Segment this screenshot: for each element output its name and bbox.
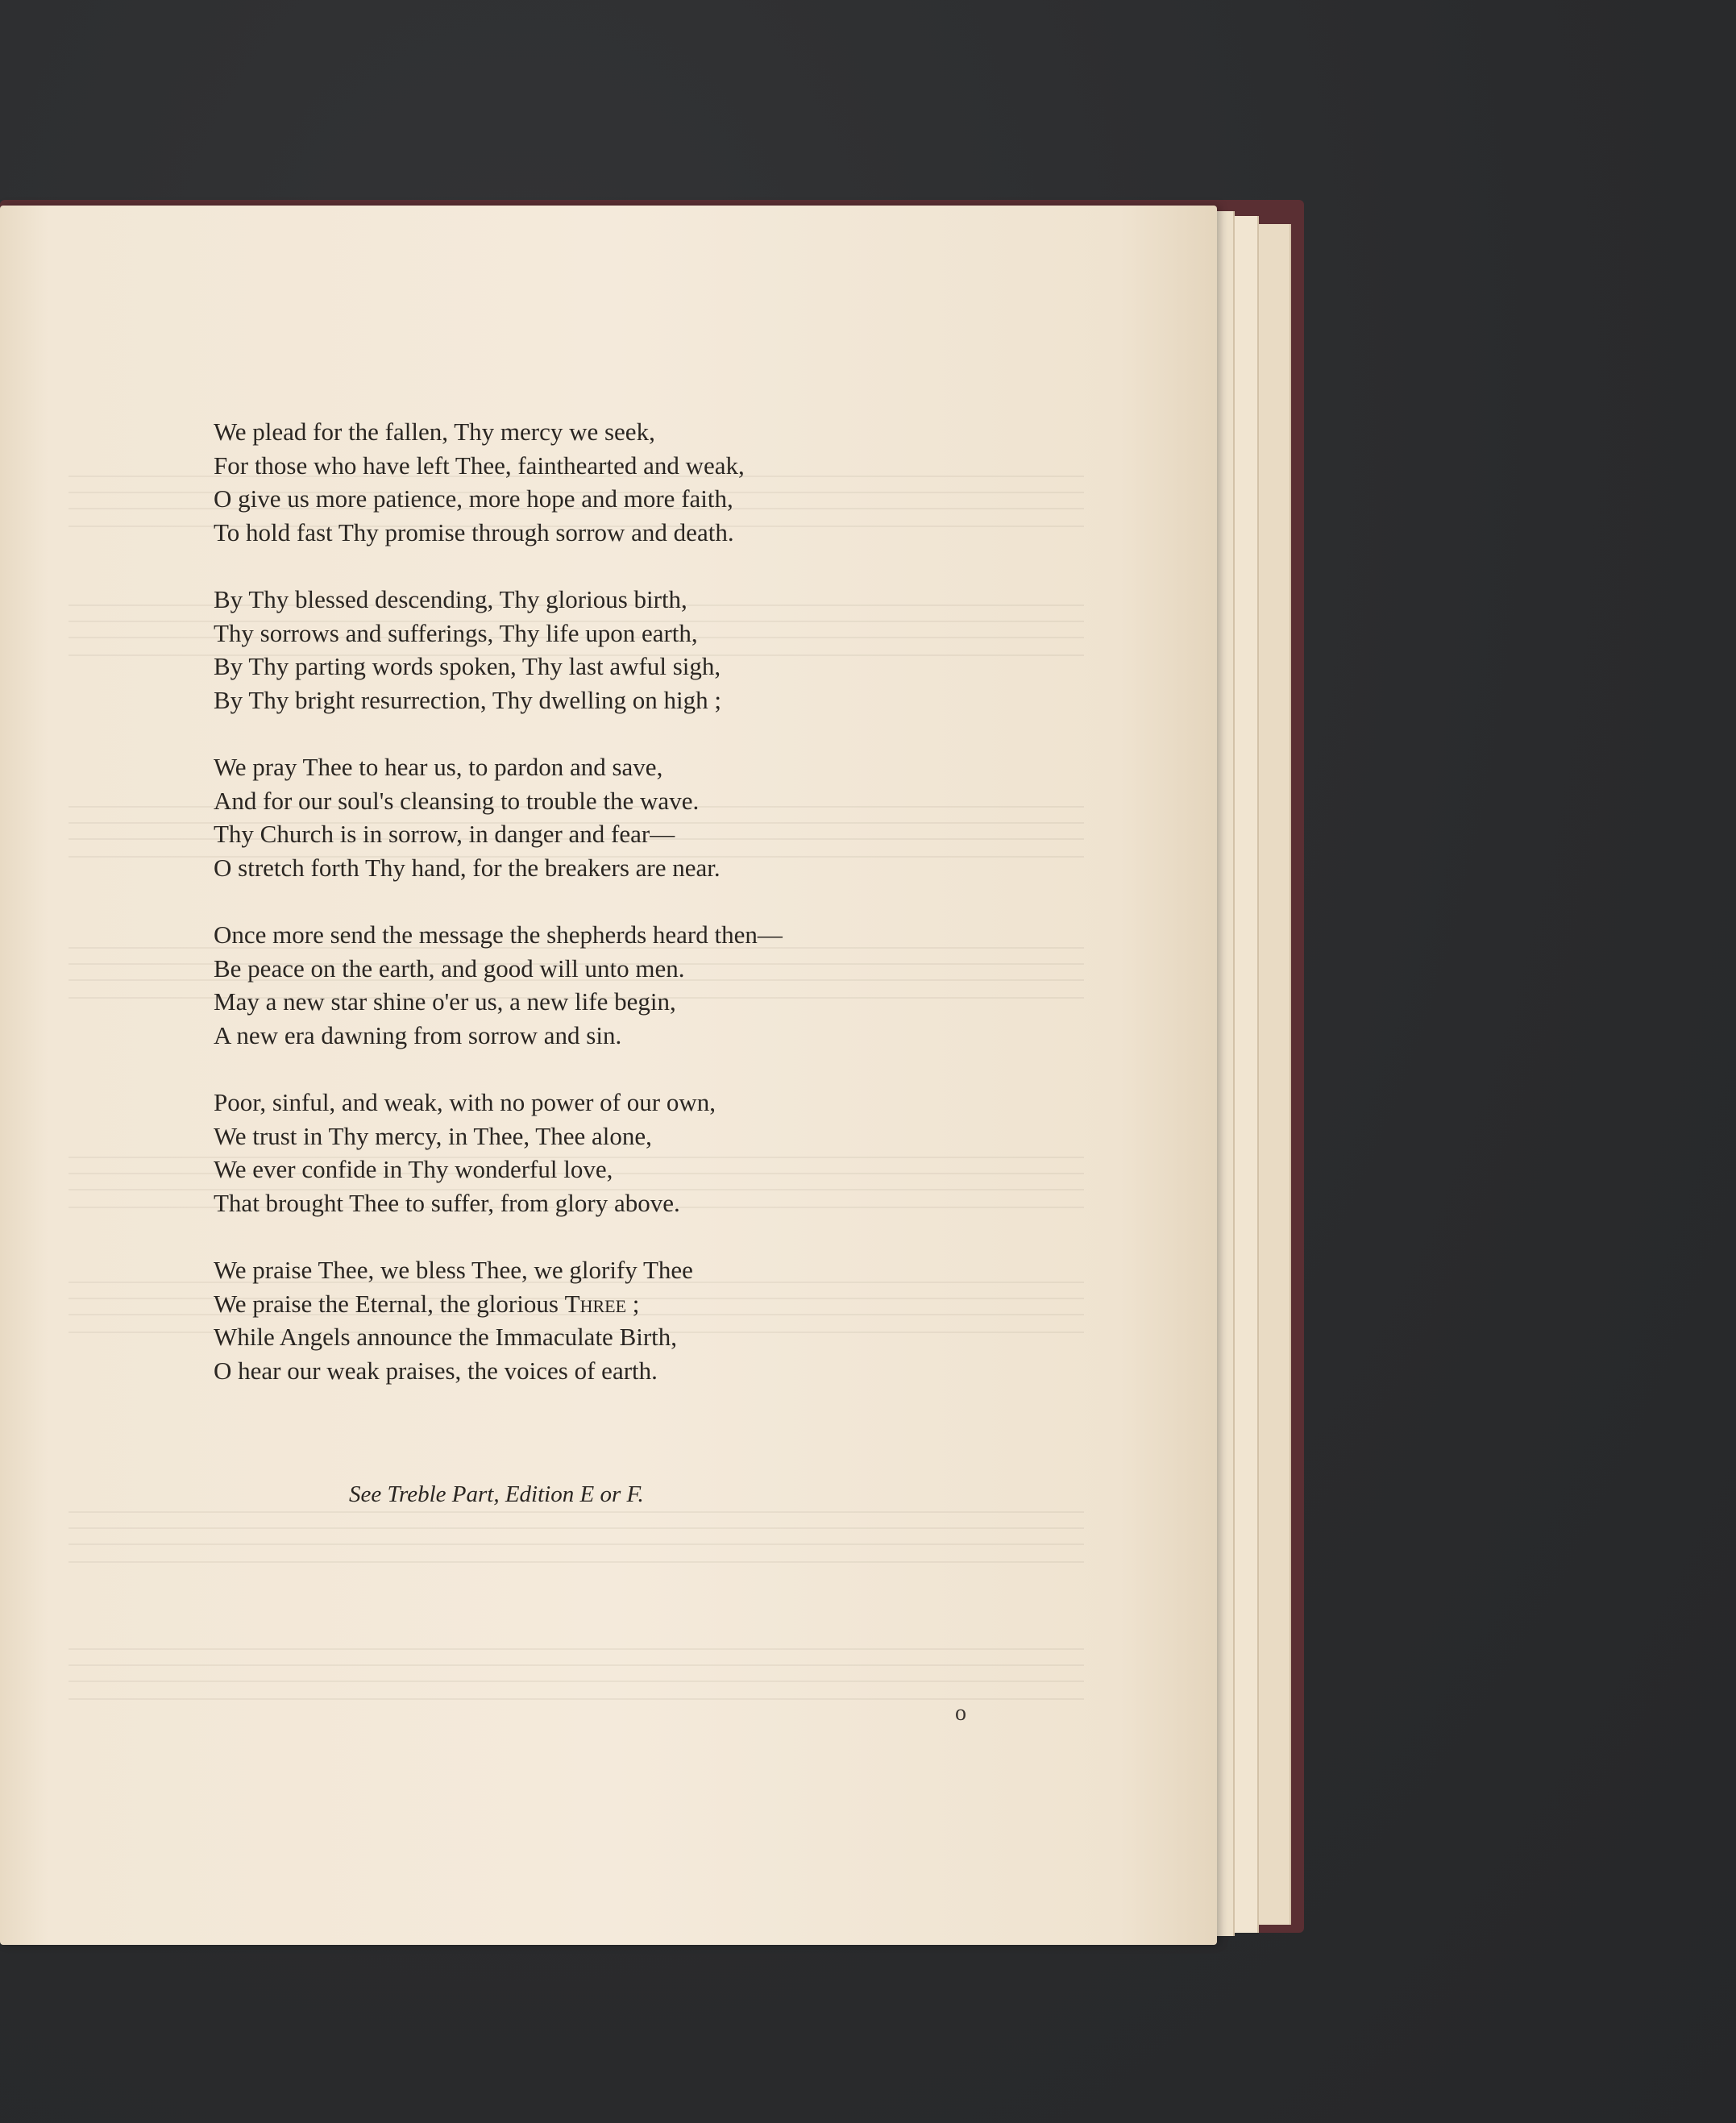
poem-line-special (214, 1287, 1100, 1321)
poem-line: O stretch forth Thy hand, for the breakers are near. (214, 853, 721, 882)
poem-line: Be peace on the earth, and good will unto men. (214, 953, 685, 983)
poem-line: Thy sorrows and sufferings, Thy life upon earth, (214, 618, 698, 647)
poem-line: May a new star shine o'er us, a new life begin, (214, 987, 676, 1016)
footnote: See Treble Part, Edition E or F. (349, 1481, 644, 1507)
ghost-staff (69, 1648, 1084, 1700)
poem-line: We praise Thee, we bless Thee, we glorify Thee (214, 1256, 693, 1284)
poem-line: Once more send the message the shepherds heard then— (214, 920, 783, 949)
poem-line: For those who have left Thee, fainthearted and weak, (214, 451, 745, 480)
stanza-2 (214, 583, 1100, 717)
smallcaps-word: Three (564, 1289, 627, 1318)
poem-line: And for our soul's cleansing to trouble the wave. (214, 786, 700, 815)
poem-line: We pray Thee to hear us, to pardon and save, (214, 753, 663, 781)
poem-line: To hold fast Thy promise through sorrow and death. (214, 517, 734, 546)
poem-line: That brought Thee to suffer, from glory above. (214, 1188, 680, 1217)
stanza-4 (214, 918, 1100, 1052)
ghost-staff (69, 1511, 1084, 1563)
poem-line: By Thy blessed descending, Thy glorious birth, (214, 585, 687, 613)
line-text: ; (626, 1289, 640, 1318)
poem-line: A new era dawning from sorrow and sin. (214, 1020, 622, 1049)
poem (214, 415, 1100, 1421)
poem-line: O give us more patience, more hope and more faith, (214, 484, 733, 513)
stanza-6 (214, 1253, 1100, 1387)
line-text: We praise the Eternal, the glorious (214, 1289, 565, 1318)
poem-line: Thy Church is in sorrow, in danger and fear— (214, 820, 675, 848)
poem-line: Poor, sinful, and weak, with no power of our own, (214, 1088, 716, 1116)
stanza-1 (214, 415, 1100, 549)
poem-line: By Thy parting words spoken, Thy last awful sigh, (214, 652, 721, 680)
poem-line: We plead for the fallen, Thy mercy we seek, (214, 418, 655, 446)
poem-line: While Angels announce the Immaculate Birth, (214, 1323, 678, 1351)
poem-line: O hear our weak praises, the voices of earth. (214, 1356, 658, 1385)
signature-mark: o (955, 1701, 966, 1726)
stanza-3 (214, 750, 1100, 884)
poem-line: We trust in Thy mercy, in Thee, Thee alone, (214, 1121, 652, 1150)
stanza-5 (214, 1086, 1100, 1219)
poem-line: We ever confide in Thy wonderful love, (214, 1155, 613, 1183)
poem-line: By Thy bright resurrection, Thy dwelling on high ; (214, 685, 721, 714)
